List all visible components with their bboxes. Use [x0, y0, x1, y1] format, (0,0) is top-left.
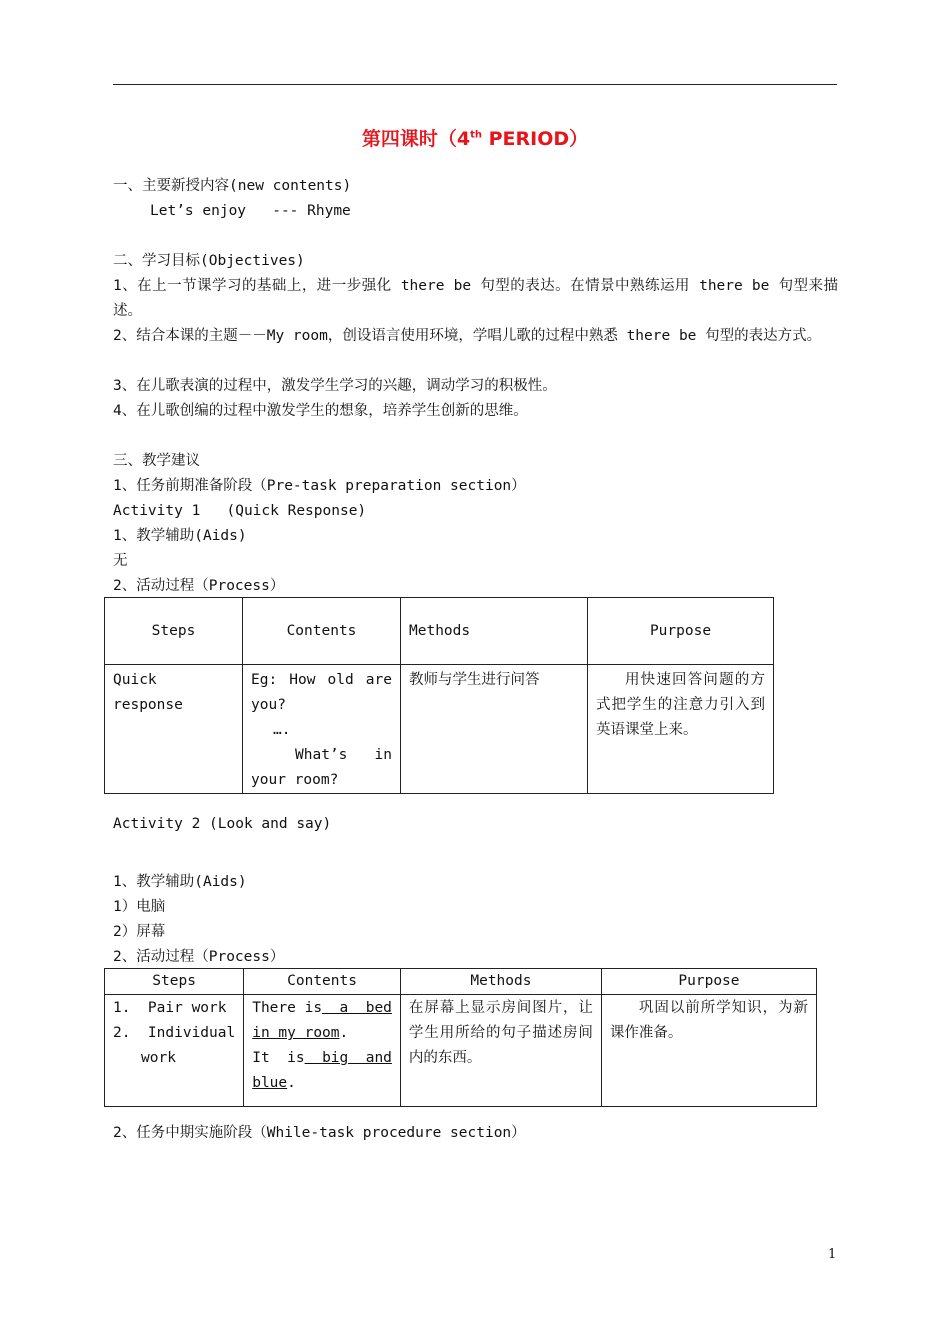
header-purpose: Purpose: [588, 598, 774, 665]
activity2-process-heading: 2、活动过程（Process）: [113, 949, 285, 965]
row-methods: 在屏幕上显示房间图片，让学生用所给的句子描述房间内的东西。: [400, 995, 601, 1107]
header-contents: Contents: [244, 969, 401, 995]
activity1-table: [104, 597, 774, 794]
header-steps: Steps: [105, 969, 244, 995]
activity2-table: [104, 968, 817, 1107]
row-contents: There is a bed in my room. It is big and blue.: [244, 995, 401, 1107]
header-steps: Steps: [105, 598, 243, 665]
header-methods: Methods: [401, 598, 588, 665]
stage-2-heading: 2、任务中期实施阶段（While-task procedure section）: [113, 1125, 526, 1141]
row-steps: Quick response: [105, 665, 243, 794]
objective-3: 3、在儿歌表演的过程中，激发学生学习的兴趣，调动学习的积极性。: [113, 378, 557, 394]
row-methods: 教师与学生进行问答: [401, 665, 588, 794]
activity2-aids-heading: 1、教学辅助(Aids): [113, 874, 247, 890]
header-rule: [113, 84, 837, 85]
activity2-aid-2: 2）屏幕: [113, 924, 166, 940]
activity1-aids-heading: 1、教学辅助(Aids): [113, 528, 247, 544]
section1-item: Let’s enjoy --- Rhyme: [150, 203, 351, 219]
page-title: 第四课时（4th PERIOD）: [361, 128, 589, 150]
activity1-aids: 无: [113, 553, 128, 569]
objective-4: 4、在儿歌创编的过程中激发学生的想象，培养学生创新的思维。: [113, 403, 528, 419]
header-contents: Contents: [243, 598, 401, 665]
activity1-process-heading: 2、活动过程（Process）: [113, 578, 285, 594]
section3-heading: 三、教学建议: [113, 453, 200, 469]
row-steps: 1. Pair work 2. Individual work: [105, 995, 244, 1107]
header-methods: Methods: [400, 969, 601, 995]
row-contents: Eg: How old are you? …. What’s in your room?: [243, 665, 401, 794]
activity2-aid-1: 1）电脑: [113, 899, 166, 915]
header-purpose: Purpose: [601, 969, 816, 995]
stage-1-heading: 1、任务前期准备阶段（Pre-task preparation section）: [113, 478, 526, 494]
row-purpose: 巩固以前所学知识，为新课作准备。: [601, 995, 816, 1107]
section2-heading: 二、学习目标(Objectives): [113, 253, 305, 269]
objective-1: 1、在上一节课学习的基础上，进一步强化 there be 句型的表达。在情景中熟练运用 there be 句型来描述。: [113, 278, 838, 319]
activity2-title: Activity 2 (Look and say): [113, 816, 332, 832]
activity1-title: Activity 1 (Quick Response): [113, 503, 367, 519]
objective-2: 2、结合本课的主题－－My room，创设语言使用环境，学唱儿歌的过程中熟悉 there be 句型的表达方式。: [113, 328, 822, 344]
row-purpose: 用快速回答问题的方式把学生的注意力引入到英语课堂上来。: [588, 665, 774, 794]
section1-heading: 一、主要新授内容(new contents): [113, 178, 352, 194]
page-number: 1: [828, 1247, 837, 1262]
